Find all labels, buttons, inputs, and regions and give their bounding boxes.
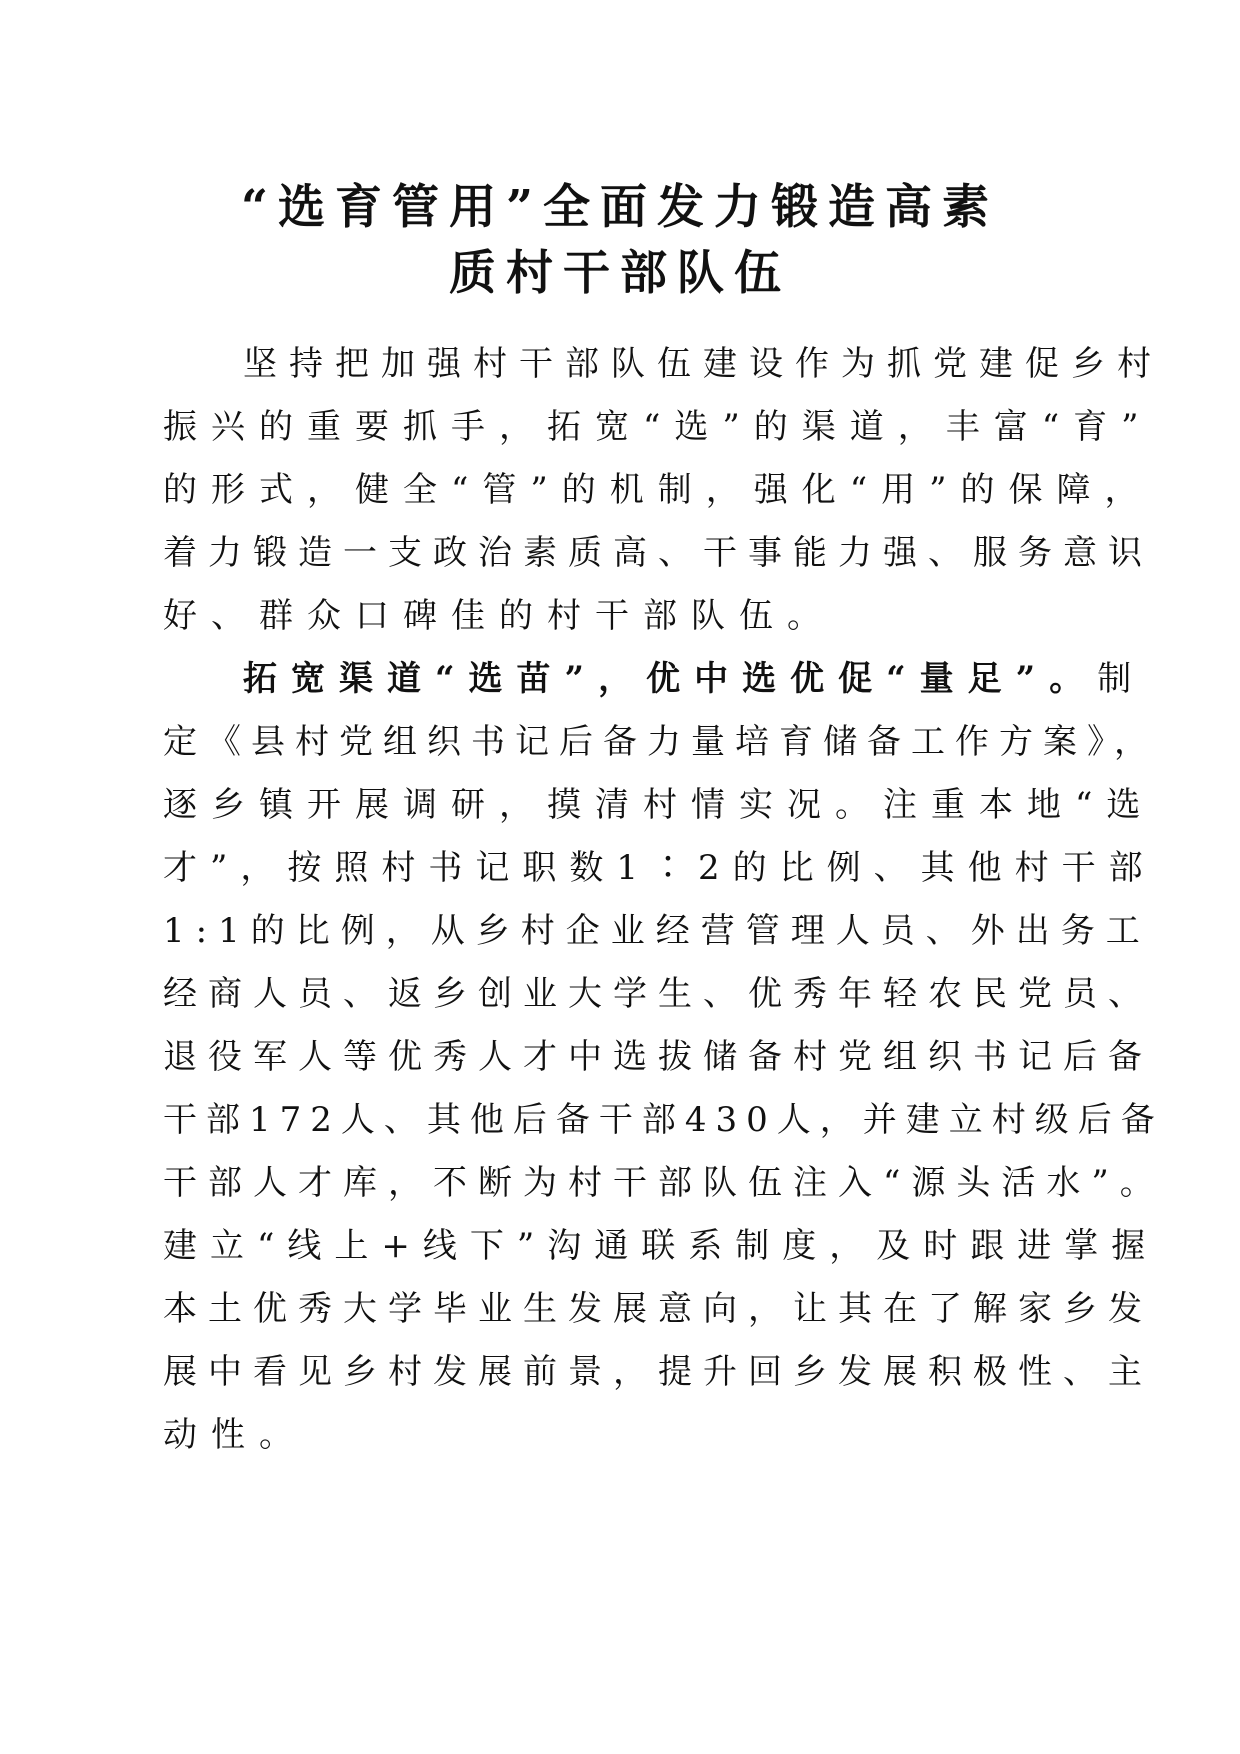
paragraph-line: 的形式，健全“管”的机制，强化“用”的保障， (163, 470, 1153, 510)
paragraph-line: 动性。 (163, 1415, 307, 1455)
paragraph-line: 着力锻造一支政治素质高、干事能力强、服务意识 (163, 533, 1153, 573)
section-heading: 拓宽渠道“选苗”，优中选优促“量足”。 (243, 659, 1098, 699)
paragraph-line: 逐乡镇开展调研，摸清村情实况。注重本地“选 (163, 785, 1155, 825)
paragraph-line: 好、群众口碑佳的村干部队伍。 (163, 596, 835, 636)
paragraph-first-line (243, 654, 1145, 704)
paragraph-line: 振兴的重要抓手，拓宽“选”的渠道，丰富“育” (163, 407, 1153, 447)
paragraph-line: 定《县村党组织书记后备力量培育储备工作方案》， (163, 722, 1158, 762)
heading-continuation: 制 (1097, 659, 1146, 699)
paragraph-line: 1:1的比例，从乡村企业经营管理人员、外出务工 (163, 911, 1151, 951)
paragraph-line: 坚持把加强村干部队伍建设作为抓党建促乡村 (243, 344, 1163, 384)
title-line-2: 质村干部队伍 (449, 246, 791, 301)
document-title (140, 175, 1100, 307)
paragraph-line: 展中看见乡村发展前景，提升回乡发展积极性、主 (163, 1352, 1153, 1392)
paragraph-line: 本土优秀大学毕业生发展意向，让其在了解家乡发 (163, 1289, 1153, 1329)
title-line-1: “选育管用”全面发力锻造高素 (240, 180, 1000, 235)
paragraph-line: 才”，按照村书记职数1∶2的比例、其他村干部 (163, 848, 1156, 888)
paragraph-line: 干部人才库，不断为村干部队伍注入“源头活水”。 (163, 1163, 1165, 1203)
paragraph-line: 退役军人等优秀人才中选拔储备村党组织书记后备 (163, 1037, 1153, 1077)
paragraph-line: 干部172人、其他后备干部430人，并建立村级后备 (163, 1100, 1164, 1140)
paragraph-line: 经商人员、返乡创业大学生、优秀年轻农民党员、 (163, 974, 1153, 1014)
paragraph-line: 建立“线上+线下”沟通联系制度，及时跟进掌握 (163, 1226, 1159, 1266)
